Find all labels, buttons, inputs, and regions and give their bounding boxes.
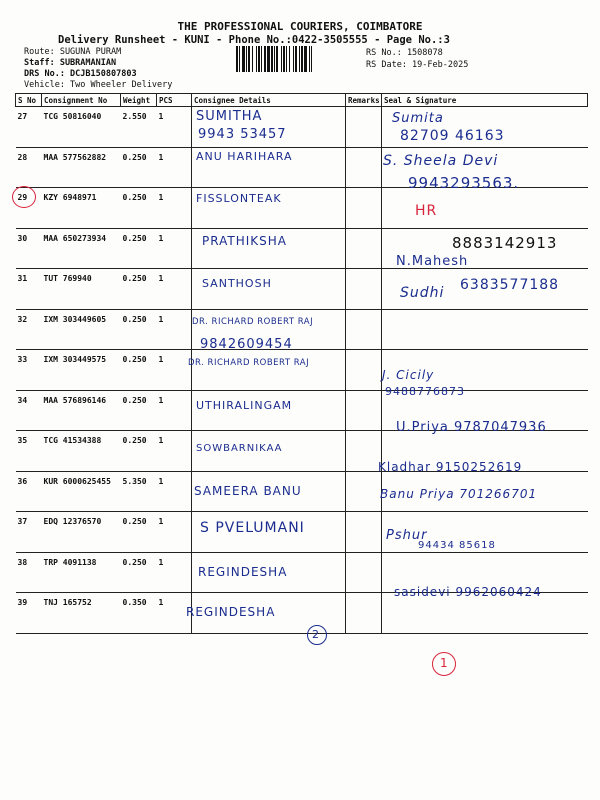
sno-cell: 30	[16, 228, 42, 269]
handwritten-consignee-name: REGINDESHA	[198, 565, 288, 579]
col-remarks: Remarks	[346, 94, 382, 107]
page-count-circle-mark	[432, 652, 456, 676]
runsheet-subtitle: Delivery Runsheet - KUNI - Phone No.:0422-3505555 - Page No.:3	[58, 34, 450, 46]
handwritten-consignee-name: DR. RICHARD ROBERT RAJ	[192, 317, 314, 327]
handwritten-count: 2	[312, 628, 320, 641]
col-sno: S No	[16, 94, 42, 107]
sno-cell: 32	[16, 309, 42, 350]
handwritten-receiver-text: Kladhar 9150252619	[378, 460, 523, 474]
pcs-cell: 1	[157, 593, 192, 634]
table-row	[16, 350, 588, 391]
sno-cell: 27	[16, 107, 42, 148]
sno-cell: 35	[16, 431, 42, 472]
handwritten-receiver-name: N.Mahesh	[396, 254, 469, 269]
sno-cell: 33	[16, 350, 42, 391]
handwritten-consignee-name: FISSLONTEAK	[196, 192, 282, 205]
col-consignment: Consignment No	[42, 94, 121, 107]
remarks-cell	[346, 188, 382, 229]
weight-cell: 0.250	[121, 552, 157, 593]
consignment-cell: MAA 577562882	[42, 147, 121, 188]
handwritten-receiver-name: S. Sheela Devi	[383, 153, 499, 169]
sno-cell: 39	[16, 593, 42, 634]
handwritten-remark-hr: HR	[415, 203, 438, 219]
handwritten-signature: Sumita	[392, 111, 444, 126]
weight-cell: 0.250	[121, 431, 157, 472]
weight-cell: 0.250	[121, 390, 157, 431]
consignment-cell: TCG 50816040	[42, 107, 121, 148]
remarks-cell	[346, 512, 382, 553]
consignment-cell: IXM 303449605	[42, 309, 121, 350]
handwritten-consignee-name: PRATHIKSHA	[202, 234, 287, 248]
vehicle-label: Vehicle: Two Wheeler Delivery	[24, 80, 173, 90]
weight-cell: 5.350	[121, 471, 157, 512]
consignment-cell: IXM 303449575	[42, 350, 121, 391]
remarks-cell	[346, 552, 382, 593]
handwritten-consignee-name: S PVELUMANI	[200, 520, 305, 536]
consignment-cell: TUT 769940	[42, 269, 121, 310]
table-row	[16, 188, 588, 229]
col-pcs: PCS	[157, 94, 192, 107]
handwritten-consignee-name: ANU HARIHARA	[196, 150, 293, 163]
pcs-cell: 1	[157, 228, 192, 269]
handwritten-phone: 8883142913	[452, 234, 558, 252]
col-consignee: Consignee Details	[192, 94, 346, 107]
handwritten-phone: 9943293563.	[408, 174, 520, 192]
pcs-cell: 1	[157, 350, 192, 391]
sno-cell: 34	[16, 390, 42, 431]
weight-cell: 0.250	[121, 147, 157, 188]
consignment-cell: TCG 41534388	[42, 431, 121, 472]
remarks-cell	[346, 147, 382, 188]
handwritten-phone: 94434 85618	[418, 540, 496, 551]
pcs-cell: 1	[157, 512, 192, 553]
pcs-cell: 1	[157, 431, 192, 472]
consignee-cell	[192, 350, 346, 391]
remarks-cell	[346, 107, 382, 148]
consignment-cell: KZY 6948971	[42, 188, 121, 229]
handwritten-consignee-name: SOWBARNIKAA	[196, 443, 283, 454]
consignment-cell: TNJ 165752	[42, 593, 121, 634]
pcs-cell: 1	[157, 390, 192, 431]
consignment-cell: KUR 6000625455	[42, 471, 121, 512]
handwritten-phone: 9488776873	[385, 385, 465, 398]
remarks-cell	[346, 309, 382, 350]
handwritten-consignee-name: UTHIRALINGAM	[196, 399, 293, 412]
handwritten-signature: J. Cicily	[382, 368, 435, 382]
col-weight: Weight	[121, 94, 157, 107]
weight-cell: 0.250	[121, 512, 157, 553]
weight-cell: 0.250	[121, 228, 157, 269]
col-signature: Seal & Signature	[382, 94, 588, 107]
remarks-cell	[346, 269, 382, 310]
handwritten-phone: 82709 46163	[400, 128, 505, 144]
handwritten-receiver-text: U.Priya 9787047936	[396, 420, 547, 435]
pcs-cell: 1	[157, 552, 192, 593]
consignment-cell: TRP 4091138	[42, 552, 121, 593]
handwritten-consignee-name: DR. RICHARD ROBERT RAJ	[188, 358, 310, 368]
handwritten-signature: Pshur	[386, 528, 428, 543]
pcs-cell: 1	[157, 147, 192, 188]
sno-cell: 37	[16, 512, 42, 553]
handwritten-receiver-text: Banu Priya 701266701	[380, 487, 538, 501]
sno-cell: 36	[16, 471, 42, 512]
remarks-cell	[346, 390, 382, 431]
weight-cell: 2.550	[121, 107, 157, 148]
pcs-cell: 1	[157, 471, 192, 512]
courier-title: THE PROFESSIONAL COURIERS, COIMBATORE	[177, 20, 423, 33]
drs-number: DRS No.: DCJB150807803	[24, 69, 137, 79]
handwritten-signature: Sudhi	[400, 285, 445, 301]
handwritten-phone: 6383577188	[460, 277, 560, 293]
barcode-image	[236, 46, 358, 72]
remarks-cell	[346, 228, 382, 269]
signature-cell	[382, 309, 588, 350]
remarks-cell	[346, 431, 382, 472]
row-29-circle-mark	[12, 186, 36, 208]
table-header-row	[16, 94, 588, 107]
weight-cell: 0.250	[121, 269, 157, 310]
table-row	[16, 309, 588, 350]
route-label: Route: SUGUNA PURAM	[24, 47, 122, 57]
handwritten-receiver-text: sasidevi 9962060424	[394, 585, 542, 599]
weight-cell: 0.250	[121, 309, 157, 350]
handwritten-consignee-phone: 9842609454	[200, 337, 293, 352]
handwritten-consignee-name: SANTHOSH	[202, 277, 272, 290]
weight-cell: 0.350	[121, 593, 157, 634]
rs-number: RS No.: 1508078	[366, 48, 443, 58]
remarks-cell	[346, 593, 382, 634]
sno-cell: 28	[16, 147, 42, 188]
count-circle-mark	[307, 625, 327, 645]
remarks-cell	[346, 471, 382, 512]
rs-date: RS Date: 19-Feb-2025	[366, 60, 469, 70]
remarks-cell	[346, 350, 382, 391]
sno-cell: 38	[16, 552, 42, 593]
pcs-cell: 1	[157, 309, 192, 350]
handwritten-consignee-name: SAMEERA BANU	[194, 484, 302, 498]
pcs-cell: 1	[157, 107, 192, 148]
signature-cell	[382, 188, 588, 229]
weight-cell: 0.250	[121, 188, 157, 229]
handwritten-consignee-phone: 9943 53457	[198, 127, 287, 142]
pcs-cell: 1	[157, 269, 192, 310]
consignment-cell: EDQ 12376570	[42, 512, 121, 553]
consignment-cell: MAA 576896146	[42, 390, 121, 431]
staff-label: Staff: SUBRAMANIAN	[24, 58, 117, 68]
sno-cell: 29	[16, 188, 42, 229]
handwritten-page-count: 1	[440, 656, 449, 670]
handwritten-consignee-name: REGINDESHA	[186, 605, 276, 619]
sno-cell: 31	[16, 269, 42, 310]
handwritten-consignee-name: SUMITHA	[196, 109, 263, 124]
pcs-cell: 1	[157, 188, 192, 229]
weight-cell: 0.250	[121, 350, 157, 391]
consignment-cell: MAA 650273934	[42, 228, 121, 269]
